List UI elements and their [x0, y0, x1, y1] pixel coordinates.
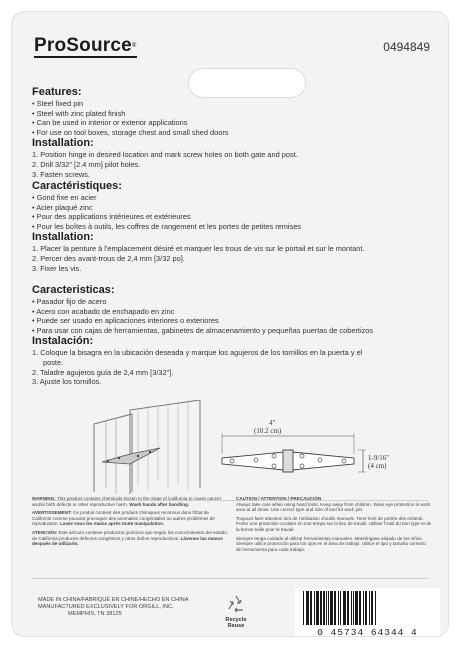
list-item: 2. Drill 3/32" [2.4 mm] pilot holes.: [32, 159, 141, 169]
features-heading: Features:: [32, 86, 82, 98]
barcode-bar: [351, 591, 352, 625]
list-item: 2. Taladre agujeros guía de 2,4 mm [3/32"].: [32, 367, 174, 377]
caution-english: Always take care when using hand tools. Keep away from children. Wear eye protection in work area at all times. Use correct type and size of tool for each job.: [236, 501, 431, 513]
barcode-bar: [338, 591, 339, 625]
list-item: • Para usar con cajas de herramientas, gabinetes de almacenamiento y pequeñas puertas de cobertizos: [32, 325, 374, 335]
width-inches-label: 1-9/16": [368, 454, 390, 462]
list-item: 2. Percer des avant-trous de 2,4 mm [3/32 po].: [32, 253, 185, 263]
list-item: • Puede ser usado en aplicaciones interiores o exteriores: [32, 316, 219, 326]
prop65-warnings: [32, 496, 228, 547]
caution-french: Toujours faire attention lors de l'utilisation d'outils manuels. Tenir hors de portée des enfants. Porter une protection oculaire en tout temps sur le lieu de travail. Utiliser l'outil du bon type et de la bonne taille pour le travail.: [236, 515, 432, 532]
barcode-bar: [375, 591, 376, 625]
barcode-bar: [303, 591, 304, 625]
barcode-bar: [340, 591, 341, 625]
barcode-bar: [330, 591, 333, 625]
barcode-bar: [334, 591, 336, 625]
width-cm-label: (4 cm): [368, 462, 387, 470]
barcode-bar: [328, 591, 329, 625]
list-item: • Can be used in interior or exterior applications: [32, 118, 188, 128]
list-item: • Acero con acabado de enchapado en zinc: [32, 306, 175, 316]
english-section: [32, 86, 432, 179]
barcode-bar: [314, 591, 315, 625]
barcode-bar: [320, 591, 322, 625]
list-item: 1. Coloque la bisagra en la ubicación deseada y marque los agujeros de los tornillos en la puerta y el poste.: [32, 348, 363, 367]
features-heading: Caracteristicas:: [32, 284, 115, 296]
list-item: 3. Fixer les vis.: [32, 263, 82, 273]
divider: [32, 578, 428, 579]
list-item: • Pasador fijo de acero: [32, 297, 107, 306]
list-item: • Steel with zinc plated finish: [32, 108, 126, 118]
barcode-bars: [295, 588, 440, 628]
barcode-bar: [359, 591, 361, 625]
barcode-bar: [347, 591, 349, 625]
warning-spanish: ATENCIÓN: Este artículo contiene productos químicos que según los conocimientos del estado de California producen defectos congénitos y otros daños reproductivos. Lávense las manos después de utilizarlo.: [32, 529, 227, 547]
list-item: 1. Placer la penture à l'emplacement désiré et marquer les trous de vis sur le portail et sur le montant.: [32, 244, 365, 254]
features-list: [32, 99, 432, 137]
installation-list: [32, 244, 432, 273]
manufacturer-info: [38, 597, 188, 618]
sku-number: 0494849: [383, 40, 430, 54]
hinge-diagram: [222, 419, 389, 472]
list-item: • Steel fixed pin: [32, 99, 84, 108]
list-item: • Acier plaqué zinc: [32, 202, 93, 212]
barcode-bar: [371, 591, 373, 625]
barcode-bar: [343, 591, 346, 625]
installation-heading: Installation:: [32, 231, 94, 244]
caution-spanish: Siempre tenga cuidado al utilizar herramientas manuales. Manténgase alejado de los niños. Siempre utilice protección para los ojos en el área de trabajo. Utilice el tipo y tamaño correcto de herramienta para cada trabajo.: [236, 535, 426, 552]
recycle-icon: [225, 594, 247, 614]
city-text: MEMPHIS, TN 38125: [68, 611, 122, 617]
barcode-bar: [306, 591, 309, 625]
warning-french: AVERTISSEMENT: Ce produit contient des produits chimiques reconnus dans l'État de Californie comme pouvant provoquer des anomalies congénitales ou autres problèmes de reproduction. Lavez vous les mains après toute manipulation.: [32, 510, 215, 527]
length-inches-label: 4": [269, 419, 276, 427]
list-item: • Pour des applications intérieures et extérieures: [32, 212, 191, 222]
length-cm-label: (10.2 cm): [254, 427, 282, 435]
recycle-reuse-mark: [219, 594, 253, 630]
features-heading: Caractéristiques:: [32, 180, 122, 192]
caution-block: [236, 496, 432, 552]
barcode-bar: [353, 591, 354, 625]
features-list: [32, 193, 432, 231]
list-item: 3. Ajuste los tornillos.: [32, 377, 102, 387]
gate-illustration: [94, 400, 200, 494]
installation-list: [32, 150, 432, 179]
installation-heading: Instalación:: [32, 335, 94, 348]
list-item: • Pour les boîtes à outils, les coffres de rangement et les portes de petites remises: [32, 221, 302, 231]
package-card: [12, 12, 448, 636]
origin-text: MADE IN CHINA/FABRIQUÉ EN CHINE/HECHO EN CHINA: [38, 597, 189, 603]
spanish-section: [32, 284, 432, 387]
warning-english: WARNING: This product contains chemicals known to the State of California to cause cancer and/or birth defects or other reproductive harm. Wash hands after handling.: [32, 496, 222, 507]
barcode-bar: [365, 591, 367, 625]
distributor-text: MANUFACTURED EXCLUSIVELY FOR ORGILL, INC.: [38, 604, 174, 610]
french-section: [32, 180, 432, 273]
brand-logo: ProSource®: [34, 35, 137, 56]
barcode-number: 0 45734 64344 4: [295, 627, 440, 636]
list-item: • Gond fixe en acier: [32, 193, 97, 202]
barcode-bar: [326, 591, 327, 625]
list-item: 1. Position hinge in desired location and mark screw holes on both gate and post.: [32, 150, 298, 160]
barcode-bar: [369, 591, 370, 625]
barcode-bar: [363, 591, 364, 625]
barcode-bar: [323, 591, 325, 625]
caution-heading: CAUTION / ATTENTION / PRECAUCIÓN: [236, 496, 322, 501]
installation-list: [32, 348, 432, 386]
barcode-bar: [355, 591, 358, 625]
barcode-bar: [310, 591, 312, 625]
features-list: [32, 297, 432, 335]
reuse-label: Reuse: [227, 623, 245, 630]
barcode-bar: [316, 591, 319, 625]
recycle-label: Recycle: [225, 616, 247, 623]
list-item: • For use on tool boxes, storage chest and small shed doors: [32, 127, 229, 137]
installation-heading: Installation:: [32, 137, 94, 150]
upc-barcode: [295, 588, 440, 636]
installation-illustration: [72, 400, 402, 500]
list-item: 3. Fasten screws.: [32, 169, 90, 179]
